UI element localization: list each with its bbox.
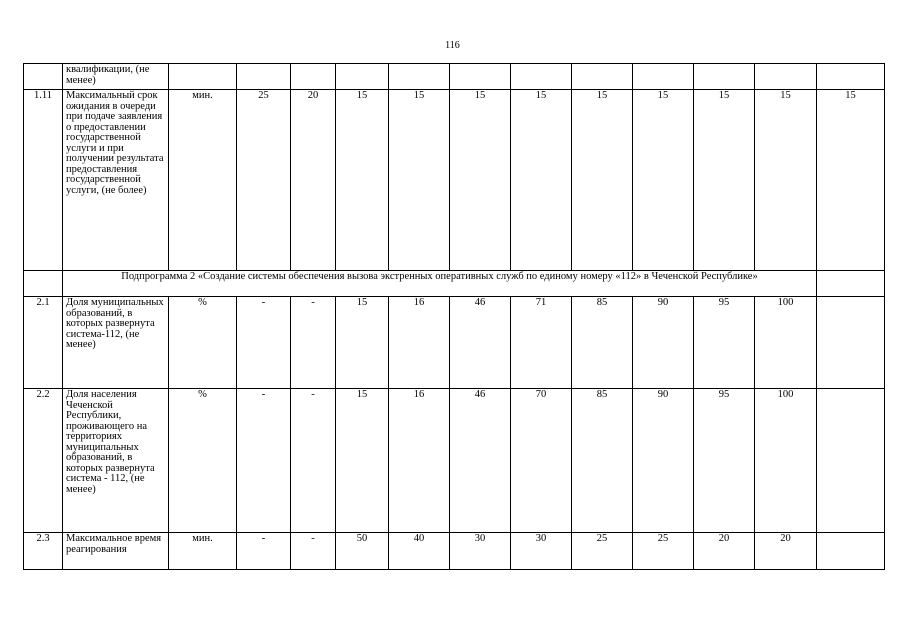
table-row (24, 90, 885, 271)
row-number: 2.2 (24, 389, 63, 533)
value-cell: 15 (336, 90, 389, 271)
value-cell: 25 (572, 533, 633, 570)
value-cell: 15 (572, 90, 633, 271)
table-row (24, 533, 885, 570)
subprogram-heading: Подпрограмма 2 «Создание системы обеспечения вызова экстренных оперативных служб по единому номеру «112» в Чеченской Республике» (63, 271, 817, 297)
value-cell: 46 (450, 389, 511, 533)
value-cell: 15 (389, 90, 450, 271)
row-number: 2.1 (24, 297, 63, 389)
value-cell: 85 (572, 389, 633, 533)
row-number (24, 64, 63, 90)
empty-cell (817, 271, 885, 297)
row-number: 2.3 (24, 533, 63, 570)
value-cell: 15 (633, 90, 694, 271)
value-cell: 15 (694, 90, 755, 271)
indicator-name: Максимальное время реагирования (63, 533, 169, 570)
value-cell (336, 64, 389, 90)
indicator-name: Доля населения Чеченской Республики, проживающего на территориях муниципальных образований, в которых развернута система - 112, (не менее) (63, 389, 169, 533)
value-cell: 95 (694, 297, 755, 389)
indicators-table (23, 63, 885, 570)
value-cell: 15 (817, 90, 885, 271)
value-cell: 16 (389, 297, 450, 389)
value-cell (694, 64, 755, 90)
value-cell: - (237, 389, 291, 533)
value-cell: 40 (389, 533, 450, 570)
value-cell: 15 (450, 90, 511, 271)
value-cell: 20 (755, 533, 817, 570)
table-row (24, 64, 885, 90)
value-cell: 25 (633, 533, 694, 570)
value-cell (291, 64, 336, 90)
value-cell (817, 64, 885, 90)
value-cell: 15 (755, 90, 817, 271)
value-cell: - (291, 533, 336, 570)
value-cell (389, 64, 450, 90)
value-cell: 25 (237, 90, 291, 271)
value-cell: 30 (450, 533, 511, 570)
value-cell: - (237, 297, 291, 389)
indicator-name: Максимальный срок ожидания в очереди при подаче заявления о предоставлении государственной услуги и при получении результата предоставления государственной услуги, (не более) (63, 90, 169, 271)
value-cell (817, 533, 885, 570)
indicator-name: квалификации, (не менее) (63, 64, 169, 90)
value-cell: 95 (694, 389, 755, 533)
value-cell: 90 (633, 297, 694, 389)
table-row (24, 389, 885, 533)
value-cell: 46 (450, 297, 511, 389)
value-cell: 85 (572, 297, 633, 389)
value-cell (755, 64, 817, 90)
value-cell (572, 64, 633, 90)
unit-cell (169, 64, 237, 90)
empty-cell (24, 271, 63, 297)
value-cell: 71 (511, 297, 572, 389)
value-cell (511, 64, 572, 90)
value-cell: 50 (336, 533, 389, 570)
indicator-name: Доля муниципальных образований, в которых развернута система-112, (не менее) (63, 297, 169, 389)
unit-cell: мин. (169, 90, 237, 271)
value-cell: 15 (336, 389, 389, 533)
unit-cell: % (169, 389, 237, 533)
value-cell: 70 (511, 389, 572, 533)
value-cell: - (291, 297, 336, 389)
value-cell: - (291, 389, 336, 533)
value-cell (817, 389, 885, 533)
unit-cell: мин. (169, 533, 237, 570)
value-cell: 100 (755, 297, 817, 389)
value-cell (450, 64, 511, 90)
value-cell: 15 (336, 297, 389, 389)
value-cell (817, 297, 885, 389)
value-cell (633, 64, 694, 90)
unit-cell: % (169, 297, 237, 389)
value-cell: 100 (755, 389, 817, 533)
value-cell: 20 (291, 90, 336, 271)
value-cell: 20 (694, 533, 755, 570)
value-cell: 90 (633, 389, 694, 533)
subprogram-row (24, 271, 885, 297)
row-number: 1.11 (24, 90, 63, 271)
value-cell: 15 (511, 90, 572, 271)
value-cell: 30 (511, 533, 572, 570)
value-cell: 16 (389, 389, 450, 533)
value-cell (237, 64, 291, 90)
table-row (24, 297, 885, 389)
page-number: 116 (445, 40, 460, 51)
value-cell: - (237, 533, 291, 570)
